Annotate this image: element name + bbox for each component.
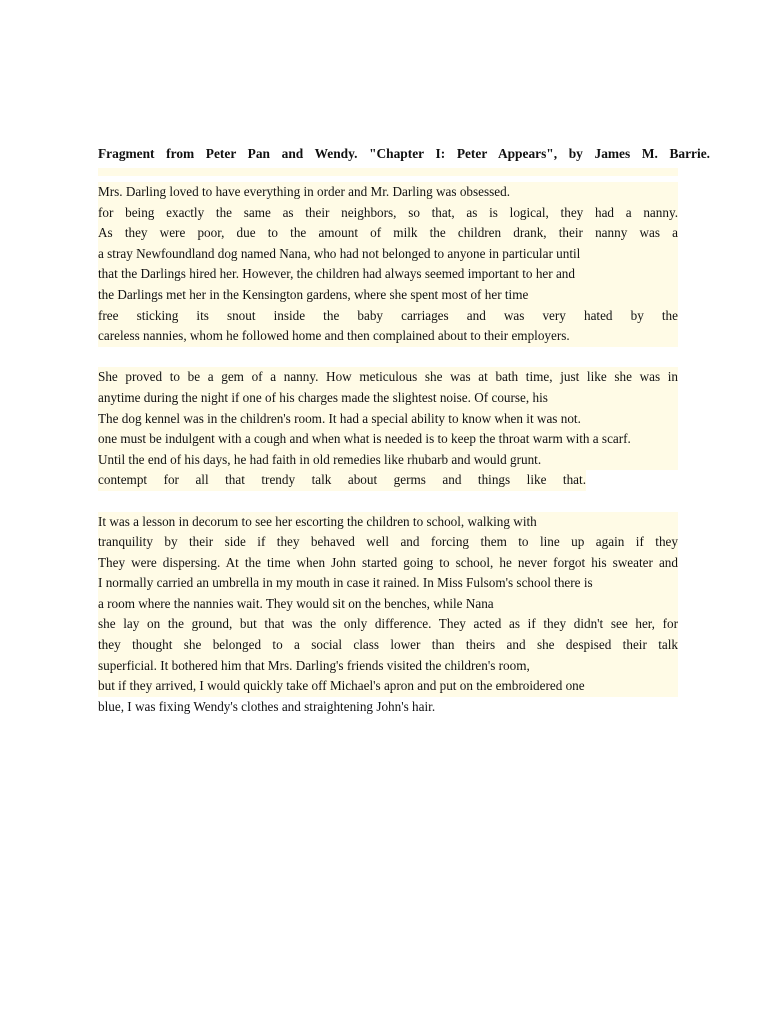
paragraph-2 (98, 367, 678, 491)
paragraph-line: It was a lesson in decorum to see her escorting the children to school, walking with (98, 512, 678, 533)
paragraph-line: blue, I was fixing Wendy's clothes and straightening John's hair. (98, 697, 678, 718)
paragraph-line: but if they arrived, I would quickly take off Michael's apron and put on the embroidered one (98, 676, 678, 697)
paragraph-line: As they were poor, due to the amount of milk the children drank, their nanny was a (98, 223, 678, 244)
paragraph-line: tranquility by their side if they behaved well and forcing them to line up again if they (98, 532, 678, 553)
paragraph-line: the Darlings met her in the Kensington gardens, where she spent most of her time (98, 285, 678, 306)
paragraph-line: that the Darlings hired her. However, the children had always seemed important to her and (98, 264, 678, 285)
paragraph-line: they thought she belonged to a social class lower than theirs and she despised their talk (98, 635, 678, 656)
paragraph-3 (98, 512, 678, 718)
paragraph-line: Mrs. Darling loved to have everything in order and Mr. Darling was obsessed. (98, 182, 678, 203)
document-title: Fragment from Peter Pan and Wendy. "Chapter I: Peter Appears", by James M. Barrie. (98, 146, 710, 161)
paragraph-line: she lay on the ground, but that was the only difference. They acted as if they didn't see her, for (98, 614, 678, 635)
paragraph-1 (98, 182, 678, 347)
title-highlight-band (98, 168, 678, 176)
paragraph-line: free sticking its snout inside the baby carriages and was very hated by the (98, 306, 678, 327)
paragraph-line: The dog kennel was in the children's room. It had a special ability to know when it was not. (98, 409, 678, 430)
paragraph-line: a stray Newfoundland dog named Nana, who had not belonged to anyone in particular until (98, 244, 678, 265)
paragraph-line: She proved to be a gem of a nanny. How meticulous she was at bath time, just like she was in (98, 367, 678, 388)
paragraph-line: They were dispersing. At the time when John started going to school, he never forgot his sweater and (98, 553, 678, 574)
paragraph-gap (98, 491, 678, 512)
paragraph-line: contempt for all that trendy talk about germs and things like that. (98, 470, 586, 491)
paragraph-line: superficial. It bothered him that Mrs. Darling's friends visited the children's room, (98, 656, 678, 677)
paragraph-line: careless nannies, whom he followed home and then complained about to their employers. (98, 326, 678, 347)
paragraph-line: one must be indulgent with a cough and when what is needed is to keep the throat warm with a scarf. (98, 429, 678, 450)
paragraph-line: for being exactly the same as their neighbors, so that, as is logical, they had a nanny. (98, 203, 678, 224)
document-page (98, 144, 710, 717)
paragraph-line: Until the end of his days, he had faith in old remedies like rhubarb and would grunt. (98, 450, 678, 471)
paragraph-line: anytime during the night if one of his charges made the slightest noise. Of course, his (98, 388, 678, 409)
paragraph-gap (98, 347, 678, 368)
paragraph-line: a room where the nannies wait. They would sit on the benches, while Nana (98, 594, 678, 615)
paragraph-line: I normally carried an umbrella in my mouth in case it rained. In Miss Fulsom's school there is (98, 573, 678, 594)
